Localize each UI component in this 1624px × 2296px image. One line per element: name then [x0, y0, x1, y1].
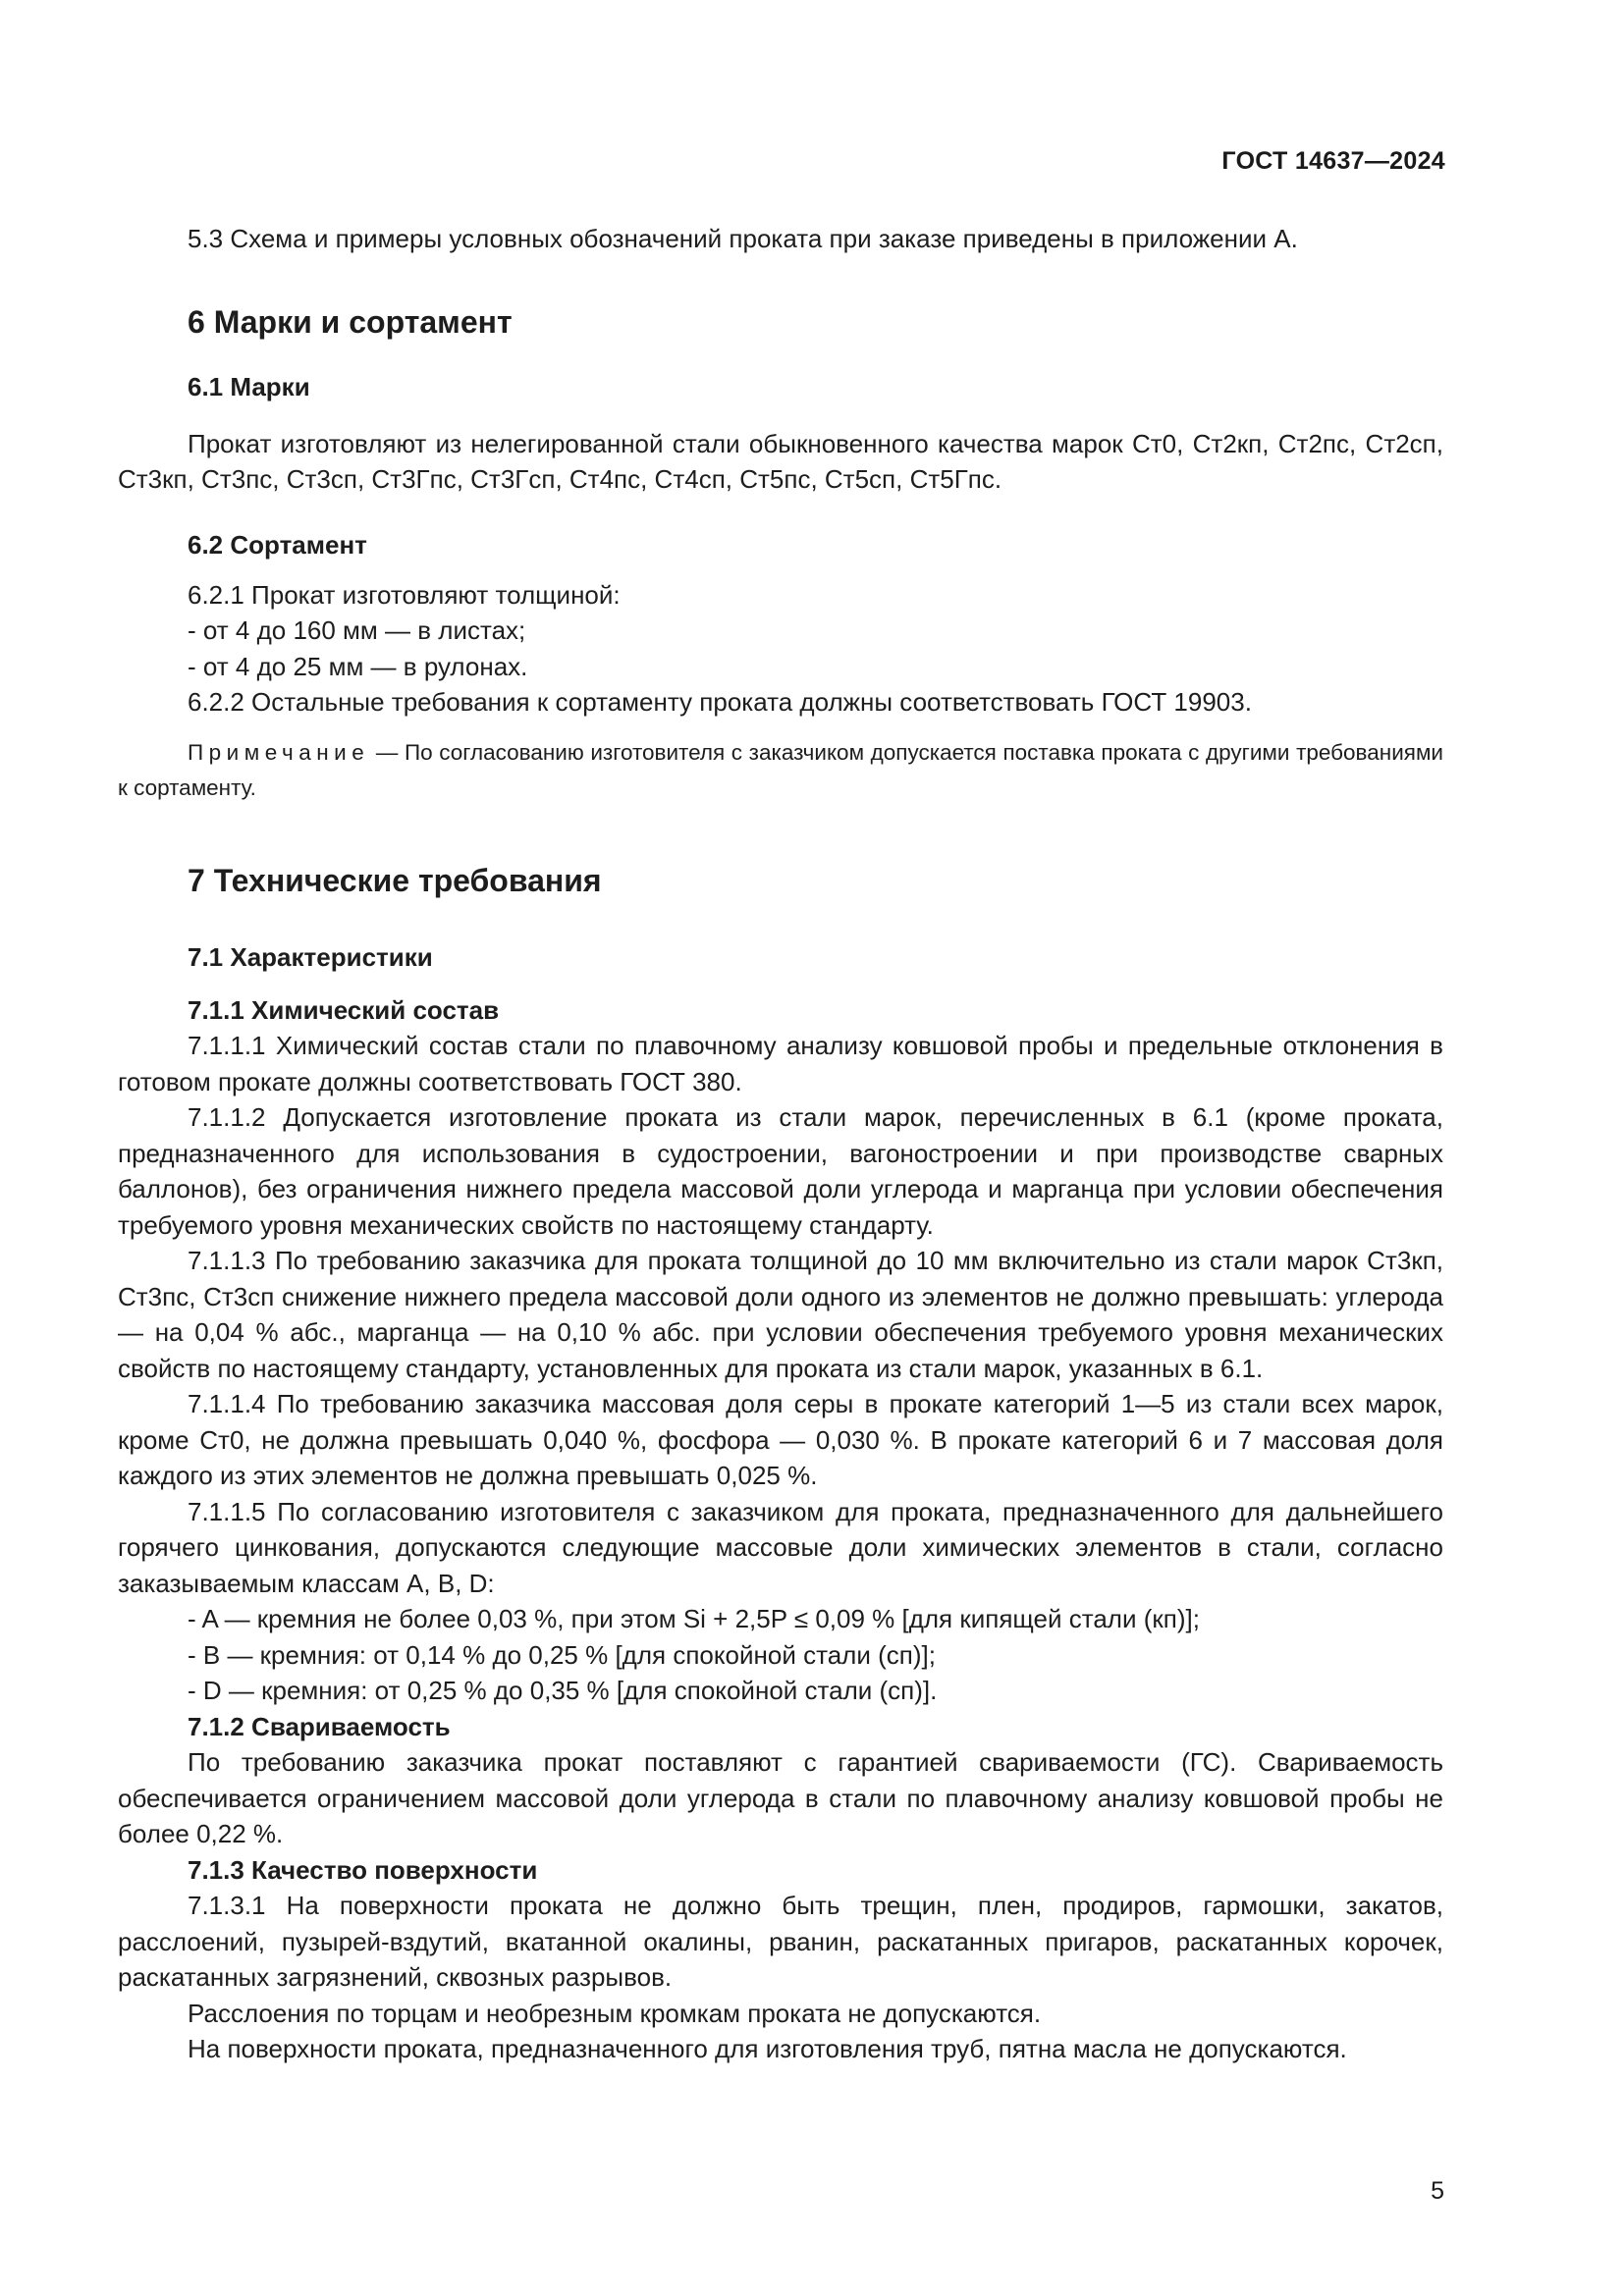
subsection-heading-7-1-1: 7.1.1 Химический состав: [188, 994, 500, 1025]
note-label: Примечание: [188, 739, 370, 765]
paragraph-7-1-1-2: 7.1.1.2 Допускается изготовление проката из стали марок, перечисленных в 6.1 (кроме проката, предназначенного для использования в судостроении, вагоностроении и при производстве сварных баллонов), без ограничения нижнего предела массовой доли углерода и марганца при условии обеспечения требуемого уровня механических свойств по настоящему стандарту.: [118, 1102, 1443, 1240]
section-heading-6: 6 Марки и сортамент: [188, 303, 513, 340]
paragraph-7-1-2: По требованию заказчика прокат поставляют с гарантией свариваемости (ГС). Свариваемость обеспечивается ограничением массовой доли углерода в стали по плавочному анализу ковшовой пробы не более 0,22 %.: [118, 1747, 1443, 1848]
list-item-sheets: - от 4 до 160 мм — в листах;: [188, 615, 526, 645]
page-number: 5: [1431, 2177, 1444, 2205]
paragraph-6-1: Прокат изготовляют из нелегированной стали обыкновенного качества марок Ст0, Ст2кп, Ст2пс, Ст2сп, Ст3кп, Ст3пс, Ст3сп, Ст3Гпс, Ст3Гсп, Ст4пс, Ст4сп, Ст5пс, Ст5сп, Ст5Гпс.: [118, 428, 1443, 494]
paragraph-7-1-1-5: 7.1.1.5 По согласованию изготовителя с заказчиком для проката, предназначенного для дальнейшего горячего цинкования, допускаются следующие массовые доли химических элементов в стали, согласно заказываемым классам A, B, D:: [118, 1496, 1443, 1598]
subsection-heading-7-1-2: 7.1.2 Свариваемость: [188, 1711, 451, 1741]
list-item-class-d: - D — кремния: от 0,25 % до 0,35 % [для спокойной стали (сп)].: [188, 1676, 938, 1705]
paragraph-7-1-3-1: 7.1.3.1 На поверхности проката не должно быть трещин, плен, продиров, гармошки, закатов, расслоений, пузырей-вздутий, вкатанной окалины, рванин, раскатанных пригаров, раскатанных корочек, раскатанных загрязнений, сквозных разрывов.: [118, 1891, 1443, 1992]
paragraph-6-2-2: 6.2.2 Остальные требования к сортаменту проката должны соответствовать ГОСТ 19903.: [188, 687, 1252, 717]
list-item-rolls: - от 4 до 25 мм — в рулонах.: [188, 651, 528, 681]
list-item-class-a: - A — кремния не более 0,03 %, при этом Si + 2,5P ≤ 0,09 % [для кипящей стали (кп)];: [188, 1604, 1200, 1633]
document-body: [118, 221, 1443, 2067]
subsection-heading-7-1-3: 7.1.3 Качество поверхности: [188, 1854, 538, 1885]
paragraph-6-2-1: 6.2.1 Прокат изготовляют толщиной:: [188, 579, 621, 610]
list-item-class-b: - B — кремния: от 0,14 % до 0,25 % [для спокойной стали (сп)];: [188, 1639, 936, 1670]
paragraph-delamination: Расслоения по торцам и необрезным кромкам проката не допускаются.: [188, 1998, 1042, 2028]
subsection-heading-6-2: 6.2 Сортамент: [188, 529, 367, 560]
paragraph-oil-stains: На поверхности проката, предназначенного для изготовления труб, пятна масла не допускаются.: [188, 2034, 1347, 2063]
subsection-heading-7-1: 7.1 Характеристики: [188, 941, 433, 972]
paragraph-5-3: 5.3 Схема и примеры условных обозначений проката при заказе приведены в приложении А.: [188, 224, 1298, 253]
document-header-id: ГОСТ 14637—2024: [1221, 147, 1445, 175]
note: [118, 735, 1443, 806]
paragraph-7-1-1-1: 7.1.1.1 Химический состав стали по плавочному анализу ковшовой пробы и предельные отклонения в готовом прокате должны соответствовать ГОСТ 380.: [118, 1031, 1443, 1096]
paragraph-7-1-1-3: 7.1.1.3 По требованию заказчика для проката толщиной до 10 мм включительно из стали марок Ст3кп, Ст3пс, Ст3сп снижение нижнего предела массовой доли одного из элементов не должно превышать: углерода — на 0,04 % абс., марганца — на 0,10 % абс. при условии обеспечения требуемого уровня механических свойств по настоящему стандарту, установленных для проката из стали марок, указанных в 6.1.: [118, 1246, 1443, 1383]
section-heading-7: 7 Технические требования: [188, 862, 602, 898]
paragraph-7-1-1-4: 7.1.1.4 По требованию заказчика массовая доля серы в прокате категорий 1—5 из стали всех марок, кроме Ст0, не должна превышать 0,040 %, фосфора — 0,030 %. В прокате категорий 6 и 7 массовая доля каждого из этих элементов не должна превышать 0,025 %.: [118, 1389, 1443, 1490]
note-text: — По согласованию изготовителя с заказчиком допускается поставка проката с другими требованиями к сортаменту.: [118, 739, 1443, 800]
subsection-heading-6-1: 6.1 Марки: [188, 371, 310, 401]
